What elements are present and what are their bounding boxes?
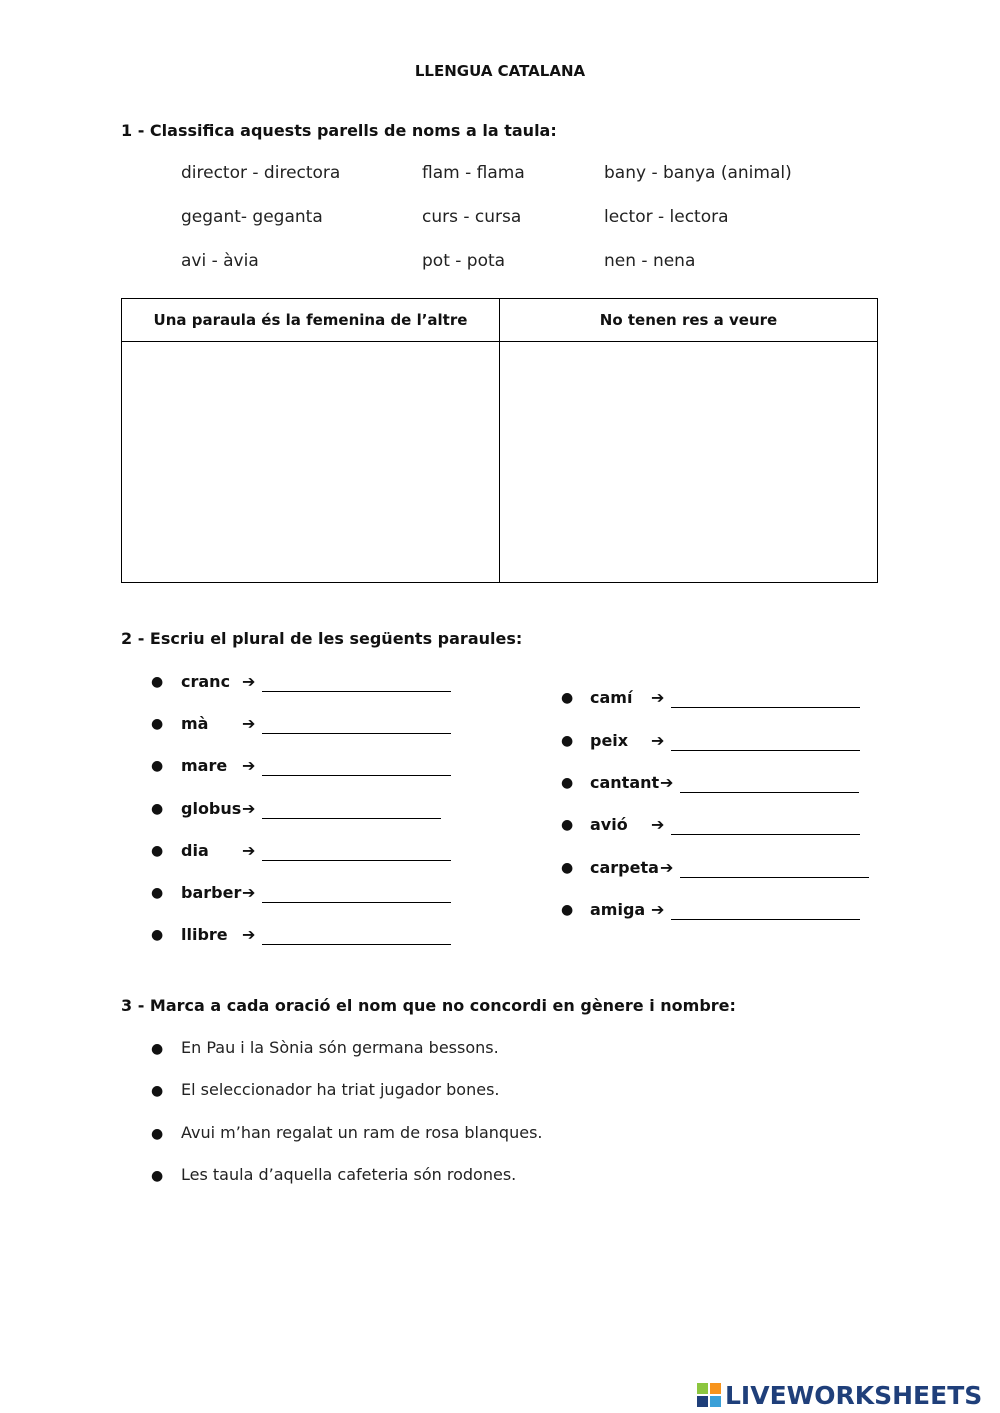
plural-answer-field[interactable] xyxy=(262,691,451,692)
bullet: ● xyxy=(151,674,164,690)
classification-table xyxy=(121,298,878,583)
word-pair[interactable]: curs - cursa xyxy=(422,207,522,227)
liveworksheets-logo-icon xyxy=(697,1383,721,1407)
bullet: ● xyxy=(561,775,574,791)
arrow-icon: ➔ xyxy=(242,756,256,775)
word-pair[interactable]: pot - pota xyxy=(422,251,506,271)
plural-word: mà xyxy=(181,714,209,733)
arrow-icon: ➔ xyxy=(242,672,256,691)
word-pair[interactable]: lector - lectora xyxy=(604,207,729,227)
plural-word: barber xyxy=(181,883,242,902)
liveworksheets-logo-text: LIVEWORKSHEETS xyxy=(725,1380,983,1410)
arrow-icon: ➔ xyxy=(242,799,256,818)
plural-word: cantant xyxy=(590,773,660,792)
drop-zone-feminine[interactable] xyxy=(122,342,500,583)
plural-answer-field[interactable] xyxy=(262,944,451,945)
plural-answer-field[interactable] xyxy=(680,877,869,878)
sentence[interactable]: En Pau i la Sònia són germana bessons. xyxy=(181,1038,499,1057)
arrow-icon: ➔ xyxy=(242,925,256,944)
plural-word: carpeta xyxy=(590,858,659,877)
plural-answer-field[interactable] xyxy=(262,818,441,819)
bullet: ● xyxy=(151,1083,164,1099)
table-header-unrelated: No tenen res a veure xyxy=(500,299,878,342)
arrow-icon: ➔ xyxy=(651,815,665,834)
plural-word: amiga xyxy=(590,900,646,919)
plural-word: llibre xyxy=(181,925,228,944)
plural-answer-field[interactable] xyxy=(262,902,451,903)
bullet: ● xyxy=(151,801,164,817)
plural-answer-field[interactable] xyxy=(671,750,860,751)
exercise-2-heading: 2 - Escriu el plural de les següents paraules: xyxy=(121,629,523,648)
liveworksheets-logo xyxy=(697,1378,982,1412)
word-pair[interactable]: gegant- geganta xyxy=(181,207,323,227)
bullet: ● xyxy=(151,927,164,943)
arrow-icon: ➔ xyxy=(651,731,665,750)
plural-answer-field[interactable] xyxy=(262,775,451,776)
bullet: ● xyxy=(151,1126,164,1142)
bullet: ● xyxy=(151,1041,164,1057)
table-header-feminine: Una paraula és la femenina de l’altre xyxy=(122,299,500,342)
arrow-icon: ➔ xyxy=(242,883,256,902)
exercise-3-heading: 3 - Marca a cada oració el nom que no concordi en gènere i nombre: xyxy=(121,996,736,1015)
page-title: LLENGUA CATALANA xyxy=(414,62,586,80)
bullet: ● xyxy=(151,716,164,732)
plural-word: camí xyxy=(590,688,633,707)
arrow-icon: ➔ xyxy=(242,714,256,733)
plural-answer-field[interactable] xyxy=(680,792,859,793)
word-pair[interactable]: bany - banya (animal) xyxy=(604,163,792,183)
bullet: ● xyxy=(151,758,164,774)
plural-answer-field[interactable] xyxy=(671,707,860,708)
bullet: ● xyxy=(151,885,164,901)
plural-word: cranc xyxy=(181,672,231,691)
sentence[interactable]: Les taula d’aquella cafeteria són rodones. xyxy=(181,1165,517,1184)
bullet: ● xyxy=(151,1168,164,1184)
bullet: ● xyxy=(151,843,164,859)
word-pair[interactable]: nen - nena xyxy=(604,251,696,271)
sentence[interactable]: El seleccionador ha triat jugador bones. xyxy=(181,1080,500,1099)
arrow-icon: ➔ xyxy=(651,688,665,707)
plural-answer-field[interactable] xyxy=(671,919,860,920)
bullet: ● xyxy=(561,902,574,918)
exercise-1-heading: 1 - Classifica aquests parells de noms a la taula: xyxy=(121,121,557,140)
bullet: ● xyxy=(561,817,574,833)
plural-word: peix xyxy=(590,731,629,750)
word-pair[interactable]: avi - àvia xyxy=(181,251,259,271)
plural-word: mare xyxy=(181,756,228,775)
plural-answer-field[interactable] xyxy=(671,834,860,835)
arrow-icon: ➔ xyxy=(660,773,674,792)
arrow-icon: ➔ xyxy=(651,900,665,919)
bullet: ● xyxy=(561,733,574,749)
plural-word: globus xyxy=(181,799,242,818)
drop-zone-unrelated[interactable] xyxy=(500,342,878,583)
word-pair[interactable]: flam - flama xyxy=(422,163,525,183)
bullet: ● xyxy=(561,860,574,876)
plural-answer-field[interactable] xyxy=(262,733,451,734)
arrow-icon: ➔ xyxy=(660,858,674,877)
word-pair[interactable]: director - directora xyxy=(181,163,341,183)
arrow-icon: ➔ xyxy=(242,841,256,860)
plural-word: dia xyxy=(181,841,209,860)
bullet: ● xyxy=(561,690,574,706)
sentence[interactable]: Avui m’han regalat un ram de rosa blanques. xyxy=(181,1123,543,1142)
plural-answer-field[interactable] xyxy=(262,860,451,861)
plural-word: avió xyxy=(590,815,628,834)
